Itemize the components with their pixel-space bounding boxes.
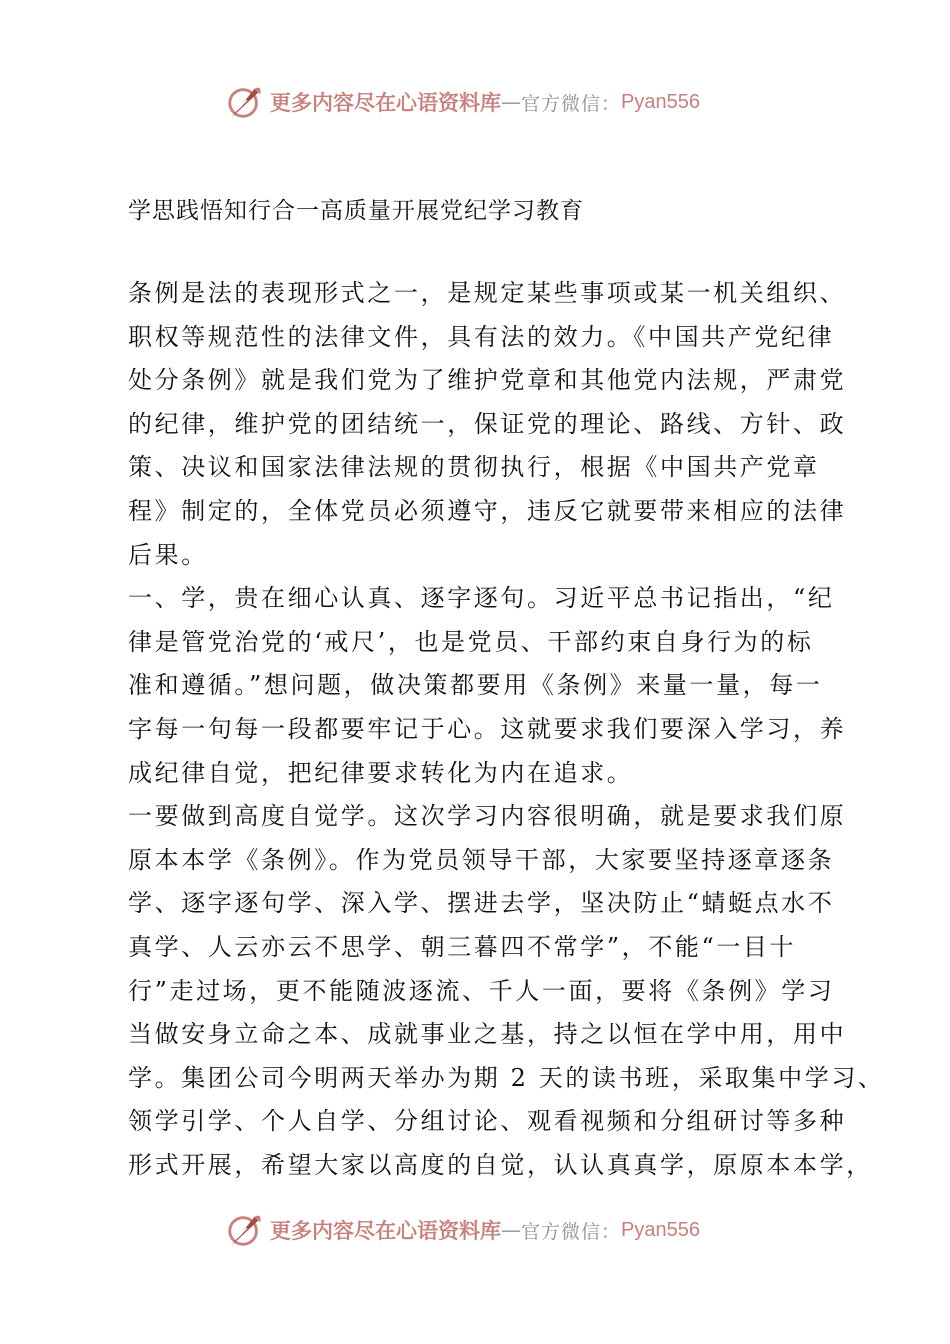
banner-wechat-label: 官方微信： <box>521 1220 622 1243</box>
body-line: 的纪律，维护党的团结统一，保证党的理论、路线、方针、政 <box>128 409 847 438</box>
body-line: 条例是法的表现形式之一，是规定某些事项或某一机关组织、 <box>128 279 847 307</box>
document-title: 学思践悟知行合一高质量开展党纪学习教育 <box>128 198 584 224</box>
body-line: 行”走过场，更不能随波逐流、千人一面，要将《条例》学习 <box>128 976 835 1005</box>
body-line: 程》制定的，全体党员必须遵守，违反它就要带来相应的法律 <box>128 496 847 525</box>
body-line: 学。集团公司今明两天举办为期 2 天的读书班，采取集中学习、 <box>128 1063 885 1092</box>
body-line: 真学、人云亦云不思学、朝三暮四不常学”，不能“一目十 <box>128 932 797 961</box>
body-line: 成纪律自觉，把纪律要求转化为内在追求。 <box>128 758 634 787</box>
quill-pen-logo-icon <box>226 83 264 121</box>
body-line: 当做安身立命之本、成就事业之基，持之以恒在学中用，用中 <box>128 1020 847 1049</box>
footer-banner[interactable] <box>226 1208 746 1252</box>
banner-wechat-label: 官方微信： <box>521 92 622 115</box>
body-line: 领学引学、个人自学、分组讨论、观看视频和分组研讨等多种 <box>128 1107 847 1136</box>
body-line: 字每一句每一段都要牢记于心。这就要求我们要深入学习，养 <box>128 714 847 743</box>
body-line: 一、学，贵在细心认真、逐字逐句。习近平总书记指出，“纪 <box>128 584 835 613</box>
quill-pen-logo-icon <box>226 1211 264 1249</box>
body-line: 准和遵循。”想问题，做决策都要用《条例》来量一量，每一 <box>128 671 823 700</box>
body-line: 形式开展，希望大家以高度的自觉，认认真真学，原原本本学， <box>128 1150 873 1179</box>
banner-main-text: 更多内容尽在心语资料库 <box>270 90 501 115</box>
body-line: 学、逐字逐句学、深入学、摆进去学，坚决防止“蜻蜓点水不 <box>128 889 835 918</box>
banner-wechat-id: Pyan556 <box>621 1218 700 1241</box>
banner-dash: — <box>501 1218 521 1242</box>
body-line: 原本本学《条例》。作为党员领导干部，大家要坚持逐章逐条 <box>128 845 835 874</box>
body-line: 策、决议和国家法律法规的贯彻执行，根据《中国共产党章 <box>128 453 820 482</box>
body-line: 职权等规范性的法律文件，具有法的效力。《中国共产党纪律 <box>128 322 835 351</box>
header-banner[interactable] <box>226 80 746 124</box>
banner-main-text: 更多内容尽在心语资料库 <box>270 1218 501 1243</box>
body-line: 一要做到高度自觉学。这次学习内容很明确，就是要求我们原 <box>128 802 847 831</box>
body-line: 后果。 <box>128 540 208 569</box>
banner-wechat-id: Pyan556 <box>621 90 700 113</box>
body-line: 律是管党治党的‘戒尺’，也是党员、干部约束自身行为的标 <box>128 627 814 656</box>
document-body <box>128 272 885 1187</box>
body-line: 处分条例》就是我们党为了维护党章和其他党内法规，严肃党 <box>128 366 847 395</box>
banner-dash: — <box>501 90 521 114</box>
